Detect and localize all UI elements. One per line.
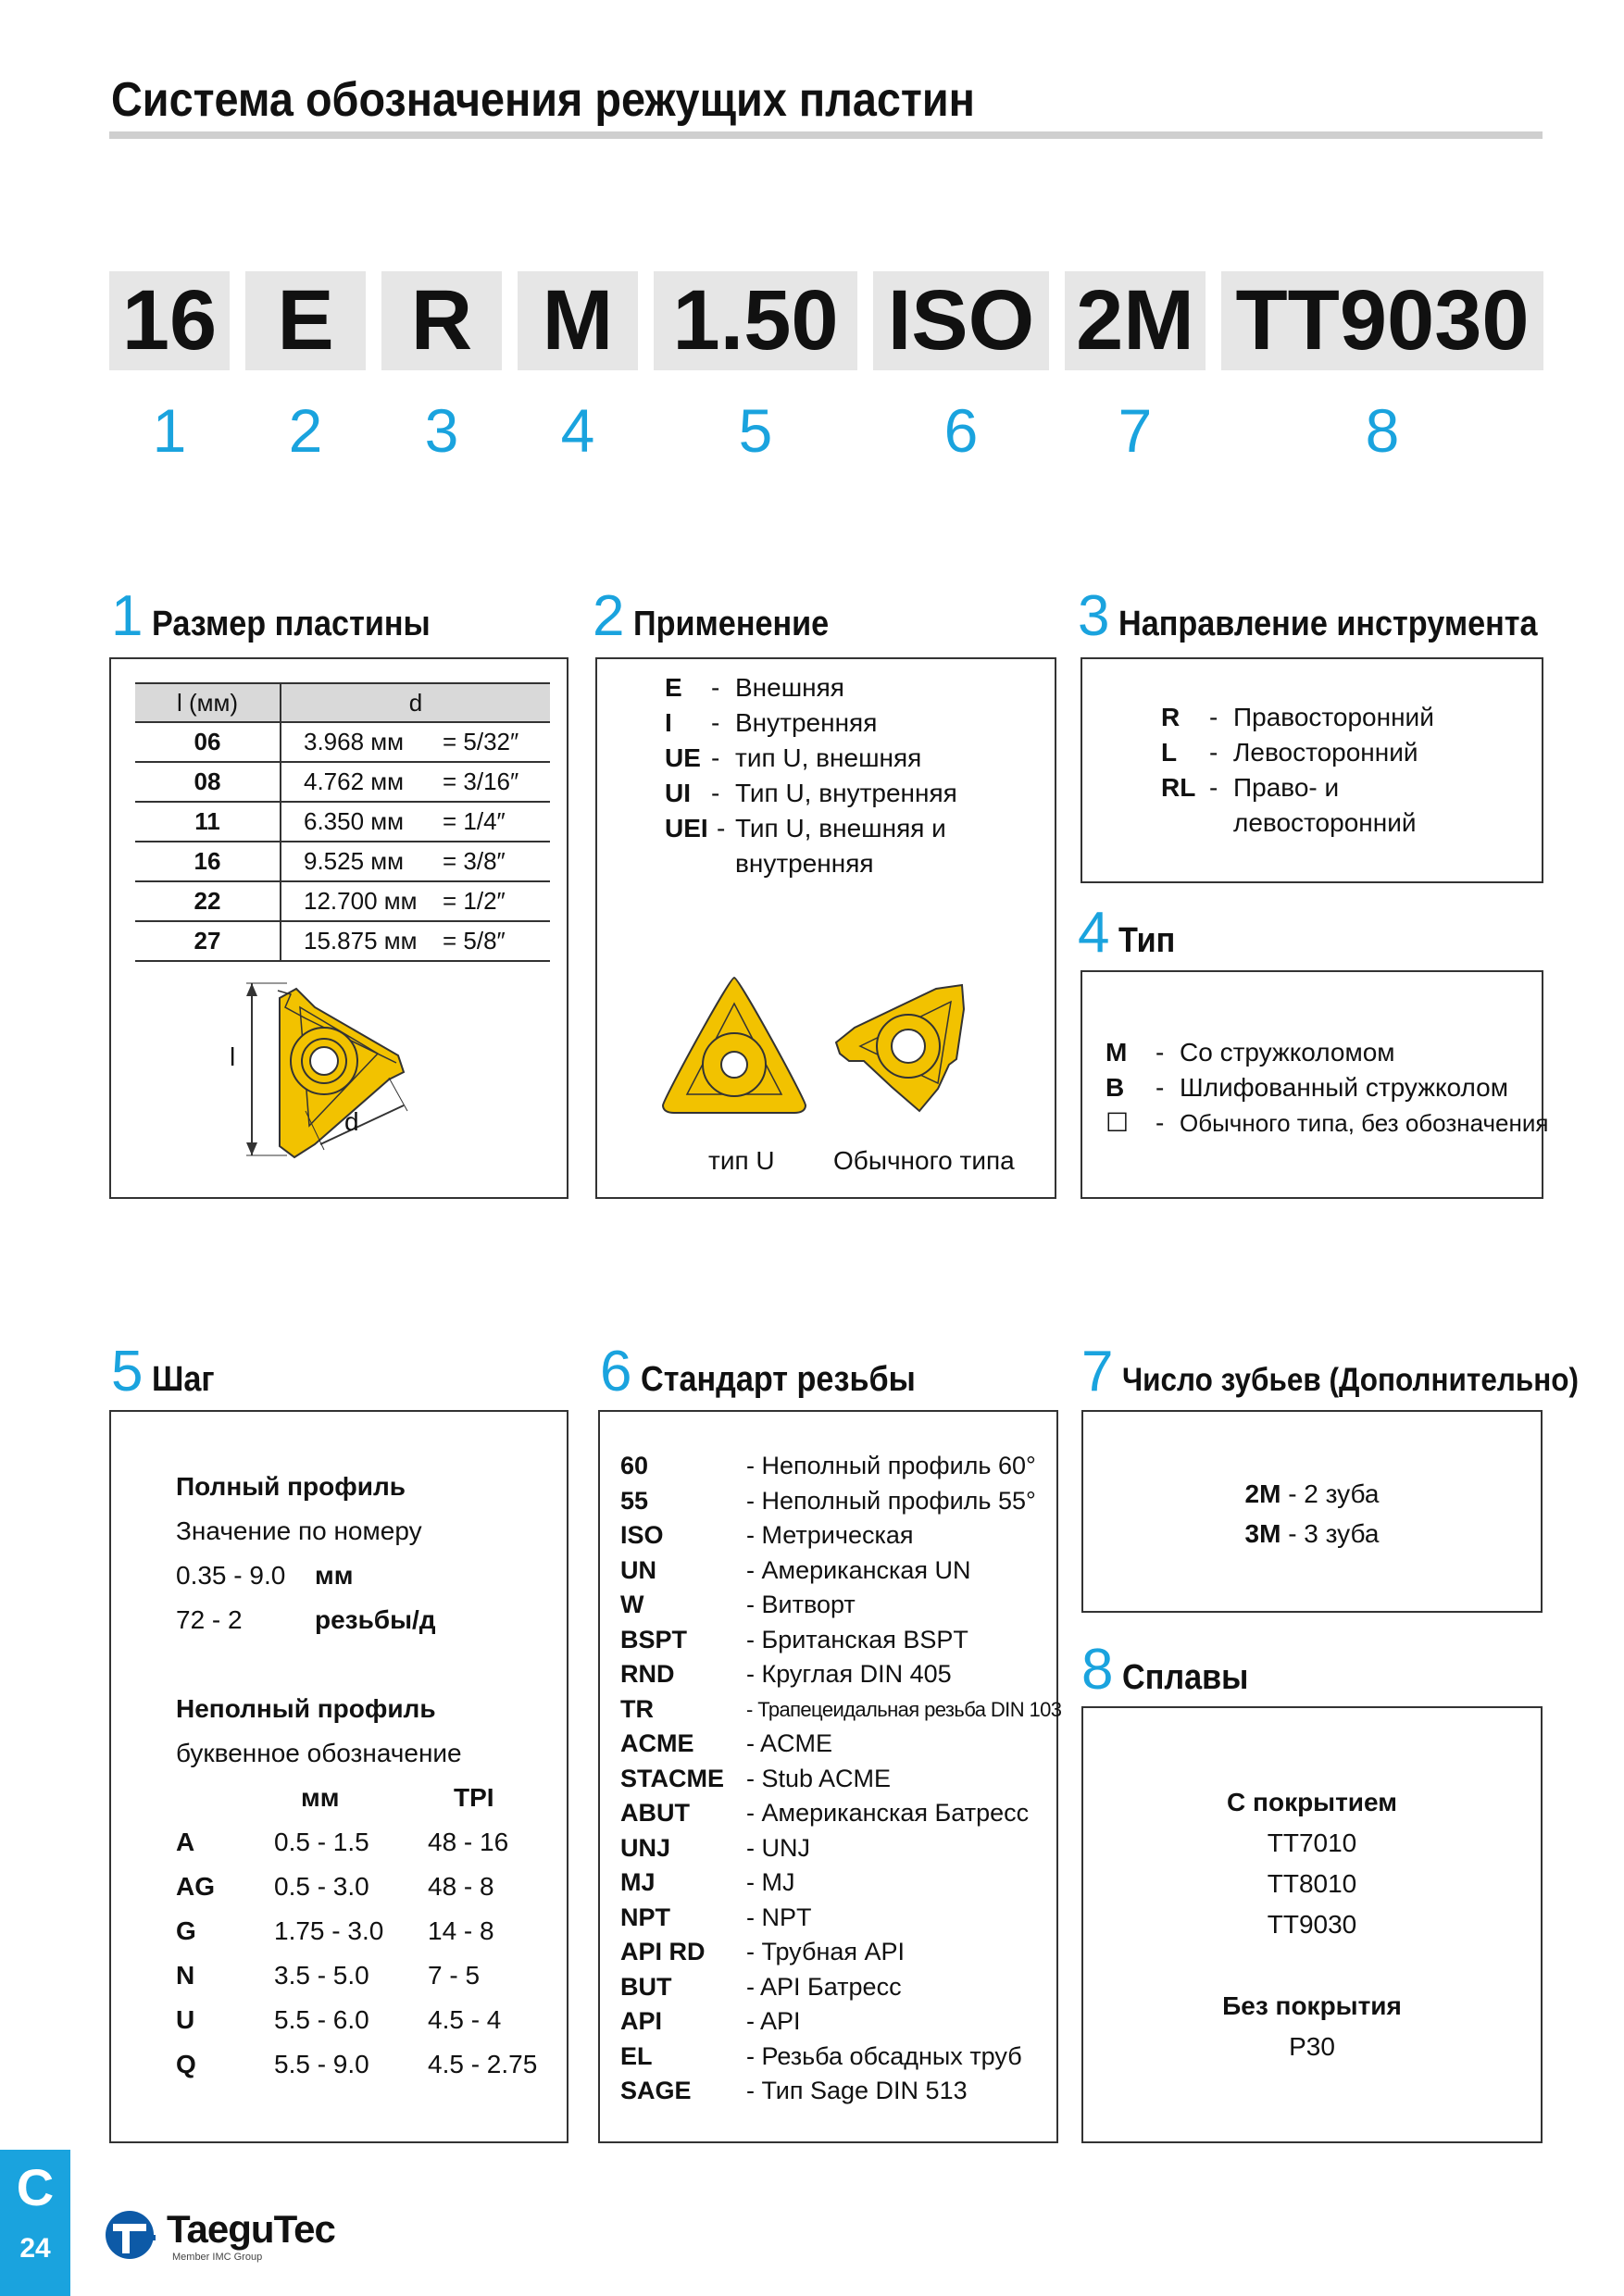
code-number-5: 5 xyxy=(738,396,773,465)
size-value xyxy=(281,762,550,802)
code-part-2: E xyxy=(245,271,366,370)
code-number-1: 1 xyxy=(152,396,187,465)
section-1-header xyxy=(111,583,462,649)
section-4-header xyxy=(1078,900,1182,966)
list-item: UNJ - UNJ xyxy=(620,1833,810,1862)
list-item: UN - Американская UN xyxy=(620,1555,971,1584)
size-table xyxy=(135,682,550,962)
type-list xyxy=(1106,1035,1548,1141)
pitch-content xyxy=(176,1465,537,2087)
grades-list xyxy=(1081,1782,1543,2067)
section-number: 1 xyxy=(111,584,144,648)
list-item: STACME - Stub ACME xyxy=(620,1764,892,1792)
table-row: A 0.5 - 1.5 48 - 16 xyxy=(176,1828,509,1856)
code-part-3: R xyxy=(381,271,502,370)
size-mm: 12.700 мм xyxy=(304,887,418,915)
section-title: Стандарт резьбы xyxy=(641,1360,917,1399)
list-item: B - Шлифованный стружколом xyxy=(1106,1073,1508,1102)
list-item: TR - Трапецеидальная резьба DIN 103 xyxy=(620,1694,1062,1723)
partial-profile-subtitle: буквенное обозначение xyxy=(176,1739,462,1767)
list-item: ☐ - Обычного типа, без обозначения xyxy=(1106,1108,1549,1137)
list-item: TT9030 xyxy=(1267,1910,1357,1939)
table-row xyxy=(135,921,550,961)
dimension-label-l: l xyxy=(230,1042,236,1071)
list-item: ACME - ACME xyxy=(620,1729,833,1757)
thread-standard-list xyxy=(620,1449,1061,2109)
list-item: P30 xyxy=(1289,2032,1335,2061)
code-part-5: 1.50 xyxy=(654,271,857,370)
code-number-2: 2 xyxy=(288,396,323,465)
size-mm: 15.875 мм xyxy=(304,927,418,955)
teeth-list xyxy=(1081,1474,1543,1554)
table-row: Q 5.5 - 9.0 4.5 - 2.75 xyxy=(176,2050,538,2078)
table-row xyxy=(135,762,550,802)
col-header-l: l (мм) xyxy=(135,683,281,722)
table-row: N 3.5 - 5.0 7 - 5 xyxy=(176,1961,481,1990)
list-item: W - Витворт xyxy=(620,1591,856,1618)
list-item: R - Правосторонний xyxy=(1161,703,1434,731)
caption-u-type: тип U xyxy=(708,1146,775,1175)
uncoated-title: Без покрытия xyxy=(1222,1991,1402,2020)
list-item: M - Со стружколомом xyxy=(1106,1038,1395,1067)
size-inch: = 5/32″ xyxy=(443,728,519,755)
list-item: ISO - Метрическая xyxy=(620,1521,914,1549)
section-6-header xyxy=(600,1339,946,1404)
chapter-letter: C xyxy=(16,2158,55,2216)
section-title: Тип xyxy=(1118,921,1176,960)
insert-dimension-diagram xyxy=(222,963,426,1185)
list-item: I - Внутренняя xyxy=(665,708,878,737)
list-item: RL - Право- и xyxy=(1161,773,1340,802)
logo-subtext: Member IMC Group xyxy=(172,2252,263,2263)
size-mm: 6.350 мм xyxy=(304,807,405,835)
partial-header-row: мм TPI xyxy=(301,1783,494,1812)
code-part-8: TT9030 xyxy=(1221,271,1543,370)
section-number: 4 xyxy=(1078,901,1110,965)
section-2-header xyxy=(593,583,851,649)
page-number: 24 xyxy=(19,2233,51,2264)
list-item: MJ - MJ xyxy=(620,1868,795,1896)
chapter-tab xyxy=(0,2150,70,2296)
section-5-header xyxy=(111,1339,222,1404)
size-mm: 9.525 мм xyxy=(304,847,405,875)
section-number: 3 xyxy=(1078,584,1110,648)
col-header-d: d xyxy=(281,683,550,722)
dimension-label-d: d xyxy=(344,1107,359,1136)
table-row xyxy=(135,802,550,842)
code-number-8: 8 xyxy=(1365,396,1400,465)
size-mm: 4.762 мм xyxy=(304,767,405,795)
list-item: API RD - Трубная API xyxy=(620,1938,906,1965)
section-number: 5 xyxy=(111,1340,144,1404)
size-inch: = 1/4″ xyxy=(443,807,506,835)
partial-profile-title: Неполный профиль xyxy=(176,1694,436,1723)
section-number: 7 xyxy=(1081,1340,1114,1404)
taegutec-logo xyxy=(104,2203,363,2268)
list-item-continuation: левосторонний xyxy=(1233,808,1417,837)
list-item: 2M - 2 зуба xyxy=(1244,1479,1380,1508)
section-number: 2 xyxy=(593,584,625,648)
section-number: 6 xyxy=(600,1340,632,1404)
coated-title: С покрытием xyxy=(1227,1788,1397,1816)
size-value xyxy=(281,842,550,881)
list-item: BSPT - Британская BSPT xyxy=(620,1625,968,1653)
taegutec-logo-icon xyxy=(104,2209,161,2261)
list-item-continuation: внутренняя xyxy=(735,849,874,878)
table-row xyxy=(135,842,550,881)
standard-insert-icon xyxy=(827,972,984,1120)
size-inch: = 3/16″ xyxy=(443,767,519,795)
table-row: G 1.75 - 3.0 14 - 8 xyxy=(176,1916,494,1945)
list-item: ABUT - Американская Батресс xyxy=(620,1799,1030,1827)
code-part-1: 16 xyxy=(109,271,230,370)
section-title: Сплавы xyxy=(1122,1658,1249,1697)
list-item: 3M - 3 зуба xyxy=(1244,1519,1380,1548)
section-title: Шаг xyxy=(152,1360,216,1399)
section-title: Число зубьев (Дополнительно) xyxy=(1122,1362,1580,1398)
size-value xyxy=(281,722,550,762)
section-title: Применение xyxy=(633,605,830,643)
size-inch: = 1/2″ xyxy=(443,887,506,915)
list-item: TT7010 xyxy=(1267,1828,1357,1857)
list-item: 72 - 2 резьбы/д xyxy=(176,1605,436,1634)
section-title: Направление инструмента xyxy=(1118,605,1539,643)
code-part-4: M xyxy=(518,271,638,370)
list-item: 0.35 - 9.0 мм xyxy=(176,1561,354,1590)
code-number-4: 4 xyxy=(560,396,595,465)
list-item: TT8010 xyxy=(1267,1869,1357,1898)
list-item: 55 - Неполный профиль 55° xyxy=(620,1486,1036,1515)
list-item: SAGE - Тип Sage DIN 513 xyxy=(620,2077,968,2104)
size-code: 11 xyxy=(135,802,281,842)
section-title: Размер пластины xyxy=(152,605,431,643)
full-profile-title: Полный профиль xyxy=(176,1472,406,1501)
code-number-7: 7 xyxy=(1118,396,1153,465)
list-item: API - API xyxy=(620,2007,801,2035)
list-item: RND - Круглая DIN 405 xyxy=(620,1660,952,1688)
size-code: 06 xyxy=(135,722,281,762)
size-inch: = 5/8″ xyxy=(443,927,506,955)
list-item: UE - тип U, внешняя xyxy=(665,743,922,772)
size-value xyxy=(281,921,550,961)
size-mm: 3.968 мм xyxy=(304,728,405,755)
list-item: E - Внешняя xyxy=(665,673,844,702)
code-number-3: 3 xyxy=(424,396,459,465)
application-list xyxy=(665,670,957,881)
list-item: UEI - Тип U, внешняя и xyxy=(665,814,946,842)
u-type-insert-icon xyxy=(656,972,813,1120)
list-item: NPT - NPT xyxy=(620,1903,812,1931)
table-row: AG 0.5 - 3.0 48 - 8 xyxy=(176,1872,494,1901)
size-inch: = 3/8″ xyxy=(443,847,506,875)
table-row xyxy=(135,881,550,921)
size-value xyxy=(281,802,550,842)
section-number: 8 xyxy=(1081,1638,1114,1702)
full-profile-subtitle: Значение по номеру xyxy=(176,1516,422,1545)
logo-text: TaeguTec xyxy=(167,2207,335,2251)
section-8-header xyxy=(1081,1637,1263,1703)
section-3-header xyxy=(1078,583,1584,649)
list-item: EL - Резьба обсадных труб xyxy=(620,2041,1022,2070)
code-part-7: 2M xyxy=(1065,271,1206,370)
code-part-6: ISO xyxy=(873,271,1049,370)
table-row xyxy=(135,722,550,762)
table-row: U 5.5 - 6.0 4.5 - 4 xyxy=(176,2005,502,2034)
page-title: Система обозначения режущих пластин xyxy=(111,73,975,127)
list-item: BUT - API Батресс xyxy=(620,1972,902,2001)
caption-standard-type: Обычного типа xyxy=(833,1146,1015,1175)
size-code: 16 xyxy=(135,842,281,881)
size-code: 08 xyxy=(135,762,281,802)
size-code: 27 xyxy=(135,921,281,961)
section-7-header xyxy=(1081,1339,1624,1404)
size-code: 22 xyxy=(135,881,281,921)
list-item: 60 - Неполный профиль 60° xyxy=(620,1452,1036,1479)
size-value xyxy=(281,881,550,921)
list-item: L - Левосторонний xyxy=(1161,738,1418,767)
direction-list xyxy=(1161,700,1434,841)
list-item: UI - Тип U, внутренняя xyxy=(665,779,957,807)
code-number-6: 6 xyxy=(943,396,979,465)
title-rule xyxy=(109,131,1543,139)
